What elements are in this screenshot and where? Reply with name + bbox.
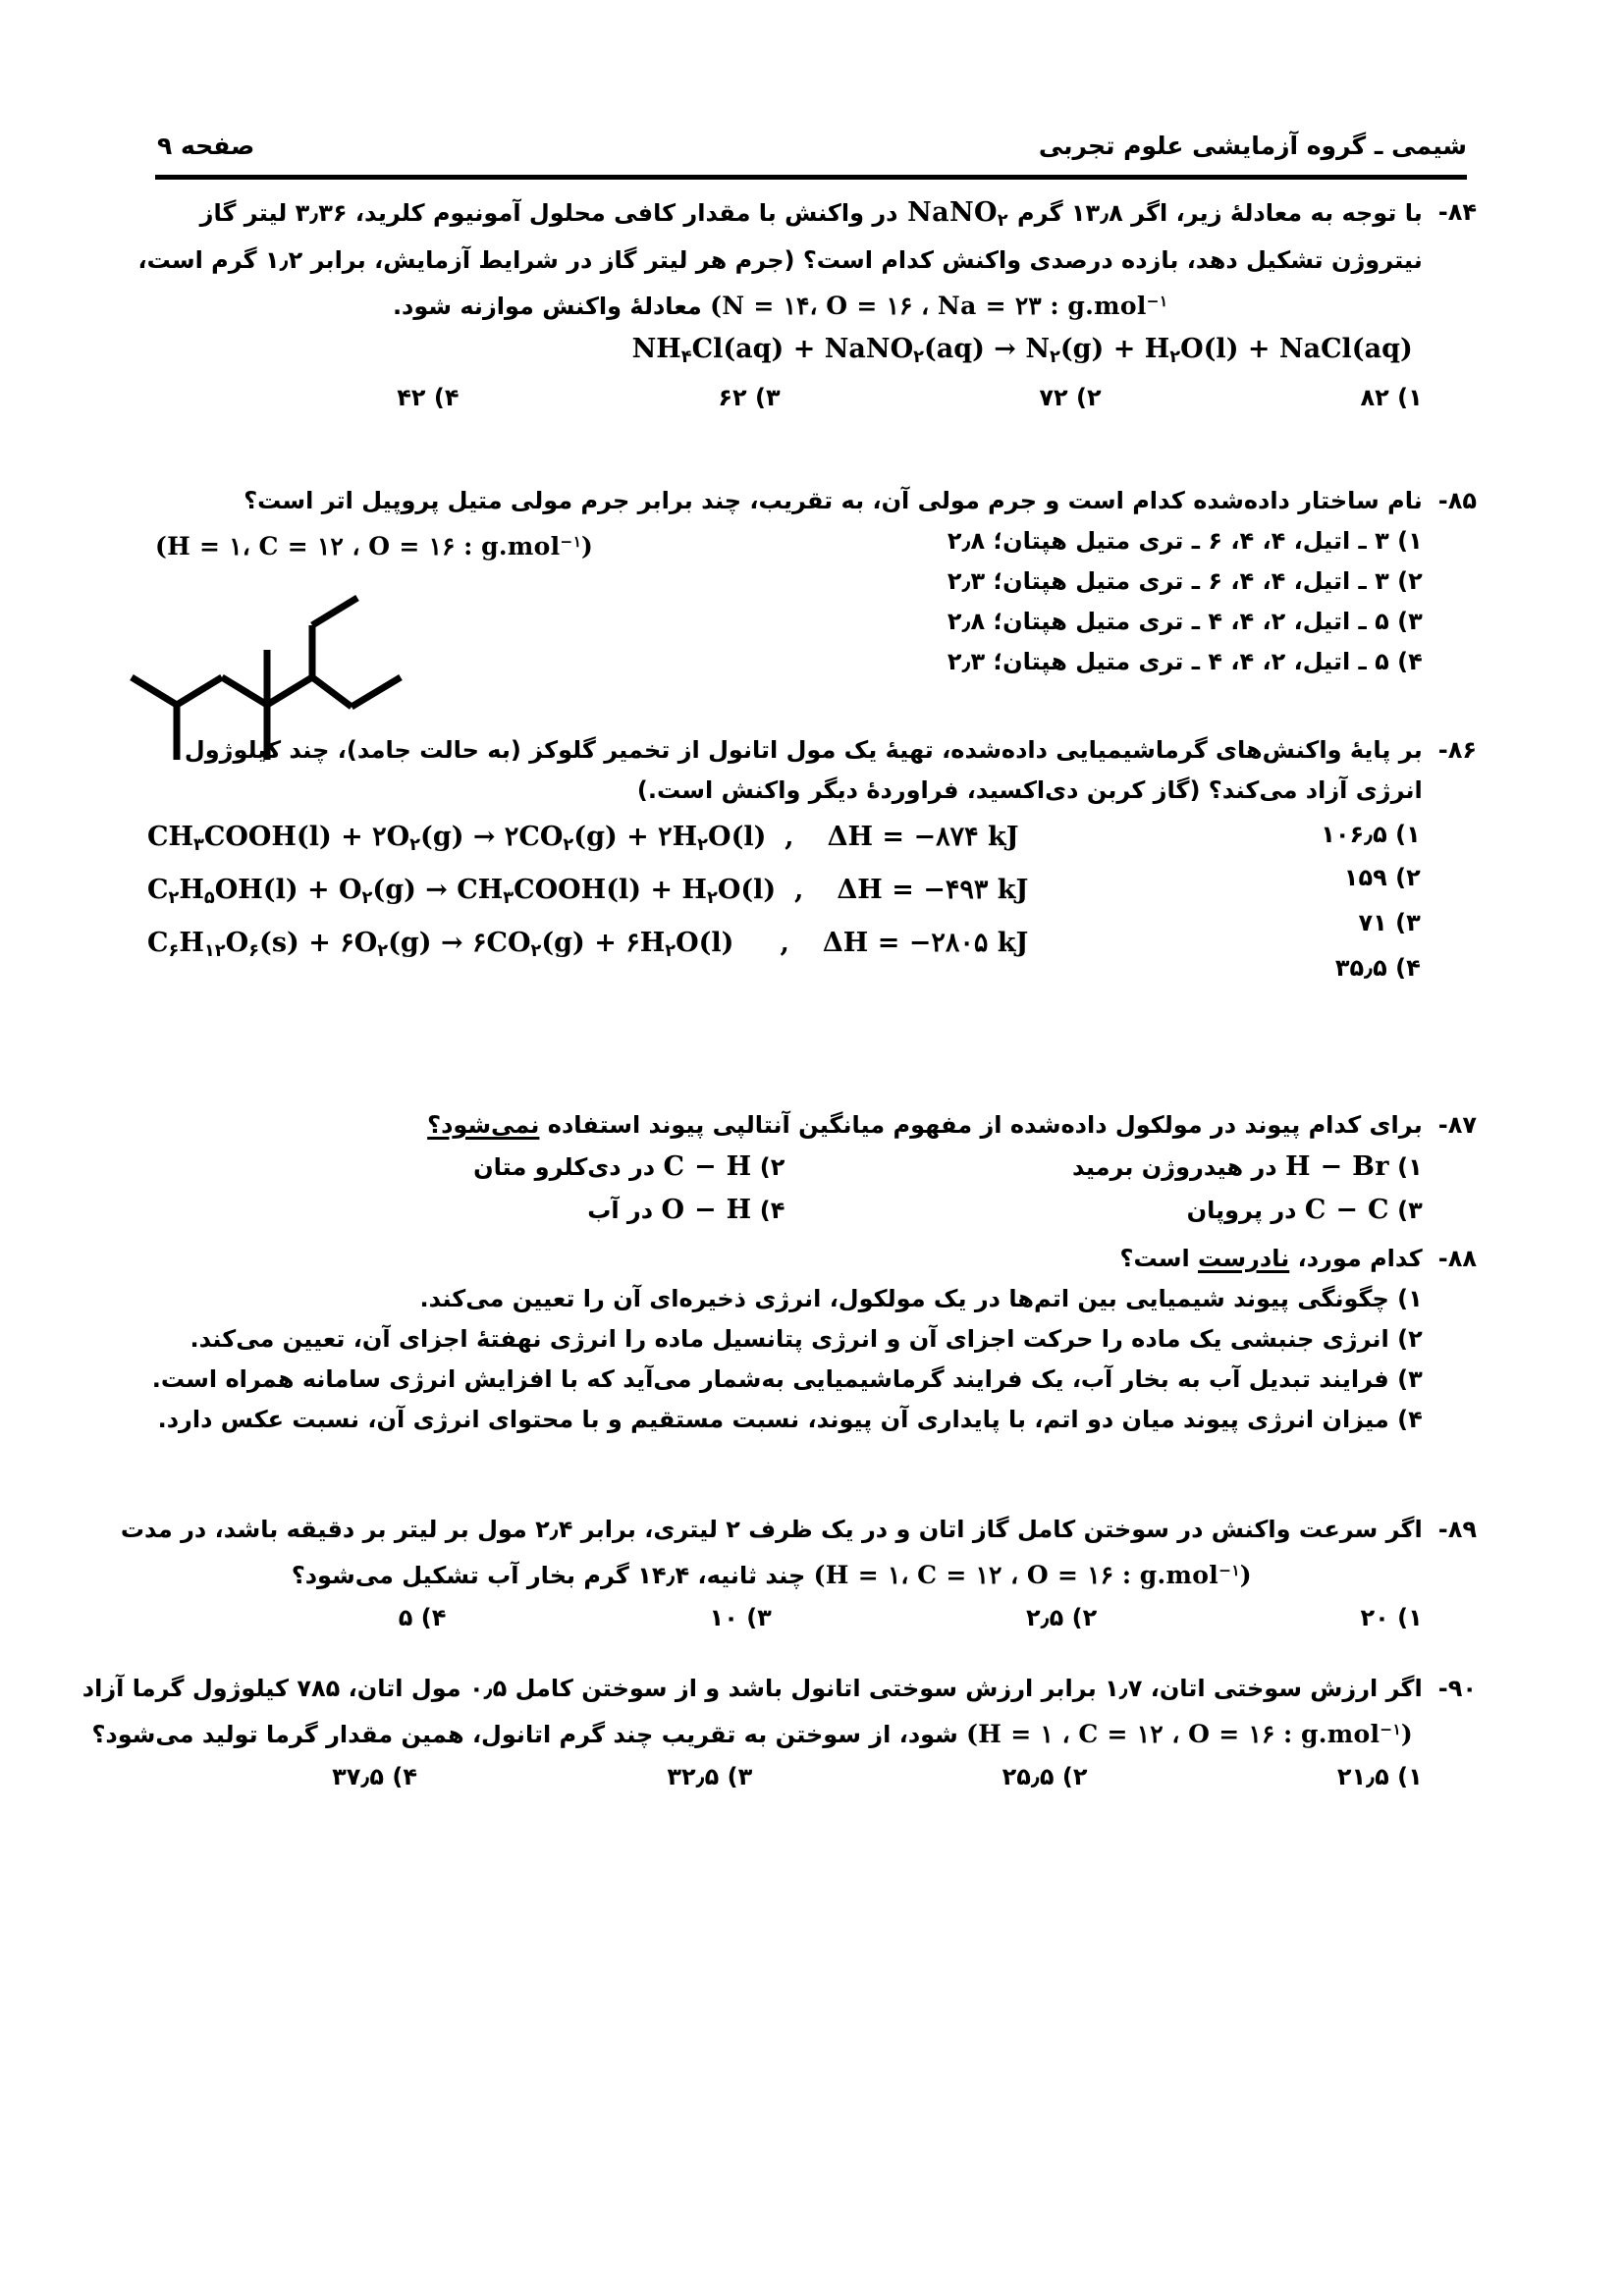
question-85-options bbox=[759, 521, 1422, 682]
q87-option-4-text: در آب bbox=[587, 1197, 654, 1224]
question-89-number: ۸۹- bbox=[1437, 1516, 1477, 1543]
question-87 bbox=[147, 1105, 1477, 1232]
question-88-number: ۸۸- bbox=[1437, 1245, 1477, 1272]
q84-text-b: در واکنش با مقدار کافی محلول آمونیوم کلرید، ۳٫۳۶ لیتر گاز bbox=[199, 199, 898, 227]
question-90-options bbox=[82, 1757, 1423, 1796]
question-84 bbox=[137, 192, 1477, 417]
q86-equation-row-3 bbox=[147, 921, 1028, 974]
question-84-line-1 bbox=[137, 192, 1422, 240]
question-90-number: ۹۰- bbox=[1437, 1675, 1477, 1702]
q87-option-4-formula: O − H bbox=[661, 1195, 752, 1225]
q84-option-2[interactable]: ۲) ۷۲ bbox=[1039, 384, 1102, 412]
q90-option-1[interactable]: ۱) ۲۱٫۵ bbox=[1336, 1763, 1423, 1791]
page-header bbox=[157, 126, 1467, 165]
question-87-options-row-1 bbox=[147, 1146, 1423, 1189]
q84-nano2-formula: NaNO$_۲$ bbox=[897, 197, 1008, 231]
q89-option-1[interactable]: ۱) ۲۰ bbox=[1360, 1604, 1423, 1632]
q88-text-negation: نادرست bbox=[1198, 1245, 1290, 1272]
question-85-number: ۸۵- bbox=[1437, 487, 1477, 514]
question-88-options bbox=[147, 1279, 1423, 1440]
q87-option-2[interactable] bbox=[147, 1146, 785, 1189]
header-page-number: صفحه ۹ bbox=[157, 131, 255, 160]
question-88-line-1 bbox=[147, 1239, 1423, 1279]
q87-option-2-formula: C − H bbox=[663, 1151, 752, 1182]
q87-option-4-number: ۴) bbox=[759, 1197, 785, 1224]
question-87-number: ۸۷- bbox=[1437, 1111, 1477, 1139]
question-89-line-2 bbox=[121, 1550, 1423, 1596]
question-86-line-2: انرژی آزاد می‌کند؟ (گاز کربن دی‌اکسید، فراوردهٔ دیگر واکنش است.) bbox=[636, 776, 1423, 804]
question-85-molar-note bbox=[155, 521, 759, 567]
q89-option-2[interactable]: ۲) ۲٫۵ bbox=[1026, 1604, 1098, 1632]
q84-option-4[interactable]: ۴) ۴۲ bbox=[397, 384, 460, 412]
q86-enthalpy-3: ΔH = −۲۸۰۵ kJ bbox=[822, 927, 1029, 958]
q86-option-1[interactable]: ۱) ۱۰۶٫۵ bbox=[1321, 821, 1421, 848]
q86-option-4[interactable]: ۴) ۳۵٫۵ bbox=[1334, 954, 1421, 982]
q88-option-3[interactable]: ۳) فرایند تبدیل آب به بخار آب، یک فرایند گرماشیمیایی به‌شمار می‌آید که با افزایش انرژی سامانه همراه است. bbox=[151, 1365, 1423, 1393]
q85-molar-mass-note: (H = ۱، C = ۱۲ ، O = ۱۶ : g.mol$^{-۱}$) bbox=[155, 532, 594, 561]
q86-option-3[interactable]: ۳) ۷۱ bbox=[1358, 909, 1421, 936]
q84-option-1[interactable]: ۱) ۸۲ bbox=[1360, 384, 1423, 412]
q86-equation-2: $C_۲H_۵OH(l) + O_۲(g)$ → $CH_۳COOH(l) + H_۲O(l)$ , bbox=[147, 874, 804, 908]
q86-equation-row-2 bbox=[147, 868, 1028, 921]
question-84-options bbox=[137, 378, 1422, 417]
header-subject: شیمی ـ گروه آزمایشی علوم تجربی bbox=[1038, 131, 1467, 160]
q86-option-2[interactable]: ۲) ۱۵۹ bbox=[1343, 864, 1421, 891]
question-84-line-2: نیتروژن تشکیل دهد، بازده درصدی واکنش کدام است؟ (جرم هر لیتر گاز در شرایط آزمایش، برابر ۱٫۲ گرم است، bbox=[137, 245, 1423, 274]
q84-text-a: با توجه به معادلهٔ زیر، اگر ۱۳٫۸ گرم bbox=[1017, 199, 1423, 227]
q85-option-2[interactable]: ۲) ۳ ـ اتیل، ۴، ۴، ۶ ـ تری متیل هپتان؛ ۲٫۳ bbox=[947, 567, 1423, 595]
q90-text-b: شود، از سوختن به تقریب چند گرم اتانول، همین مقدار گرما تولید می‌شود؟ bbox=[91, 1721, 958, 1749]
q87-option-2-text: در دی‌کلرو متان bbox=[473, 1153, 656, 1181]
header-divider bbox=[155, 175, 1467, 180]
question-84-line-3 bbox=[137, 281, 1422, 327]
q90-option-3[interactable]: ۳) ۳۲٫۵ bbox=[667, 1763, 753, 1791]
q90-option-2[interactable]: ۲) ۲۵٫۵ bbox=[1001, 1763, 1088, 1791]
question-84-number: ۸۴- bbox=[1437, 198, 1477, 226]
q88-option-4[interactable]: ۴) میزان انرژی پیوند میان دو اتم، با پایداری آن پیوند، نسبت مستقیم و با محتوای انرژی آن، نسبت عکس دارد. bbox=[157, 1406, 1423, 1433]
q86-equation-row-1 bbox=[147, 815, 1028, 868]
q88-text-a: کدام مورد، bbox=[1289, 1245, 1423, 1272]
question-90 bbox=[81, 1669, 1477, 1796]
question-86-number: ۸۶- bbox=[1437, 736, 1477, 764]
q86-enthalpy-1: ΔH = −۸۷۴ kJ bbox=[827, 822, 1019, 852]
question-89-line-1: اگر سرعت واکنش در سوختن کامل گاز اتان و در یک ظرف ۲ لیتری، برابر ۲٫۴ مول بر لیتر بر دقیقه باشد، در مدت bbox=[120, 1516, 1423, 1543]
q87-text-a: برای کدام پیوند در مولکول داده‌شده از مفهوم میانگین آنتالپی پیوند استفاده bbox=[539, 1111, 1423, 1139]
q88-option-1[interactable]: ۱) چگونگی پیوند شیمیایی بین اتم‌ها در یک مولکول، انرژی ذخیره‌ای آن را تعیین می‌کند. bbox=[419, 1285, 1423, 1312]
q89-option-4[interactable]: ۴) ۵ bbox=[398, 1604, 447, 1632]
q84-molar-mass-note: (N = ۱۴، O = ۱۶ ، Na = ۲۳ : g.mol$^{-۱}$ bbox=[710, 291, 1168, 321]
question-89 bbox=[120, 1510, 1477, 1637]
q84-option-3[interactable]: ۳) ۶۲ bbox=[718, 384, 781, 412]
q87-option-1-text: در هیدروژن برمید bbox=[1071, 1153, 1277, 1181]
q88-text-c: است؟ bbox=[1119, 1245, 1199, 1272]
q89-option-3[interactable]: ۳) ۱۰ bbox=[709, 1604, 772, 1632]
question-87-options-row-2 bbox=[147, 1189, 1423, 1232]
q87-option-2-number: ۲) bbox=[759, 1153, 785, 1181]
q90-option-4[interactable]: ۴) ۳۷٫۵ bbox=[332, 1763, 418, 1791]
question-88 bbox=[147, 1239, 1477, 1440]
q87-option-1-number: ۱) bbox=[1397, 1153, 1423, 1181]
q87-option-1[interactable] bbox=[785, 1146, 1422, 1189]
q87-option-3-number: ۳) bbox=[1397, 1197, 1423, 1224]
q90-molar-mass-note: (H = ۱ ، C = ۱۲ ، O = ۱۶ : g.mol$^{-۱}$) bbox=[966, 1720, 1414, 1749]
question-84-equation bbox=[137, 327, 1422, 380]
q89-text-b: چند ثانیه، ۱۴٫۴ گرم بخار آب تشکیل می‌شود؟ bbox=[291, 1562, 806, 1590]
q84-reaction-equation: $NH_۴Cl(aq)$ + NaNO$_۲$(aq) → $N_۲(g) + H_۲O(l)$ + NaCl(aq) bbox=[631, 334, 1413, 368]
question-89-options bbox=[121, 1598, 1423, 1637]
q86-enthalpy-2: ΔH = −۴۹۳ kJ bbox=[837, 874, 1029, 905]
q89-molar-mass-note: (H = ۱، C = ۱۲ ، O = ۱۶ : g.mol$^{-۱}$) bbox=[813, 1561, 1252, 1590]
q86-equation-1: $CH_۳COOH(l)$ + $۲O_۲(g)$ → $۲CO_۲(g)$ + $۲H_۲O(l)$ , bbox=[147, 822, 794, 855]
q87-option-3[interactable] bbox=[785, 1189, 1422, 1232]
question-86 bbox=[147, 730, 1477, 990]
q88-option-2[interactable]: ۲) انرژی جنبشی یک ماده را حرکت اجزای آن و انرژی پتانسیل ماده را انرژی نهفتهٔ اجزای آن، تعیین می‌کند. bbox=[189, 1325, 1423, 1353]
q86-equation-3: $C_۶H_{۱۲}O_۶(s)$ + $۶O_۲(g)$ → $۶CO_۲(g)$ + $۶H_۲O(l)$ , bbox=[147, 927, 789, 961]
q87-option-4[interactable] bbox=[147, 1189, 785, 1232]
q87-option-1-formula: H − Br bbox=[1284, 1151, 1389, 1182]
question-85-line-1: نام ساختار داده‌شده کدام است و جرم مولی آن، به تقریب، چند برابر جرم مولی متیل پروپیل اتر است؟ bbox=[244, 487, 1423, 514]
q85-option-3[interactable]: ۳) ۵ ـ اتیل، ۲، ۴، ۴ ـ تری متیل هپتان؛ ۲٫۸ bbox=[947, 608, 1423, 635]
q85-option-1[interactable]: ۱) ۳ ـ اتیل، ۴، ۴، ۶ ـ تری متیل هپتان؛ ۲٫۸ bbox=[947, 527, 1423, 555]
question-87-line-1 bbox=[147, 1105, 1423, 1146]
q85-option-4[interactable]: ۴) ۵ ـ اتیل، ۲، ۴، ۴ ـ تری متیل هپتان؛ ۲٫۳ bbox=[947, 648, 1423, 675]
question-86-line-1: بر پایهٔ واکنش‌های گرماشیمیایی داده‌شده، تهیهٔ یک مول اتانول از تخمیر گلوکز (به حالت جامد)، چند کیلوژول bbox=[184, 736, 1423, 764]
q87-option-3-formula: C − C bbox=[1304, 1195, 1389, 1225]
q84-balance-note: معادلهٔ واکنش موازنه شود. bbox=[392, 293, 702, 321]
q87-option-3-text: در پروپان bbox=[1186, 1197, 1297, 1224]
question-90-line-1: اگر ارزش سوختی اتان، ۱٫۷ برابر ارزش سوختی اتانول باشد و از سوختن کامل ۰٫۵ مول اتان، ۷۸۵ کیلوژول گرما آزاد bbox=[81, 1675, 1423, 1702]
question-90-line-2 bbox=[82, 1709, 1423, 1755]
q87-text-negation: نمی‌شود؟ bbox=[427, 1111, 540, 1139]
